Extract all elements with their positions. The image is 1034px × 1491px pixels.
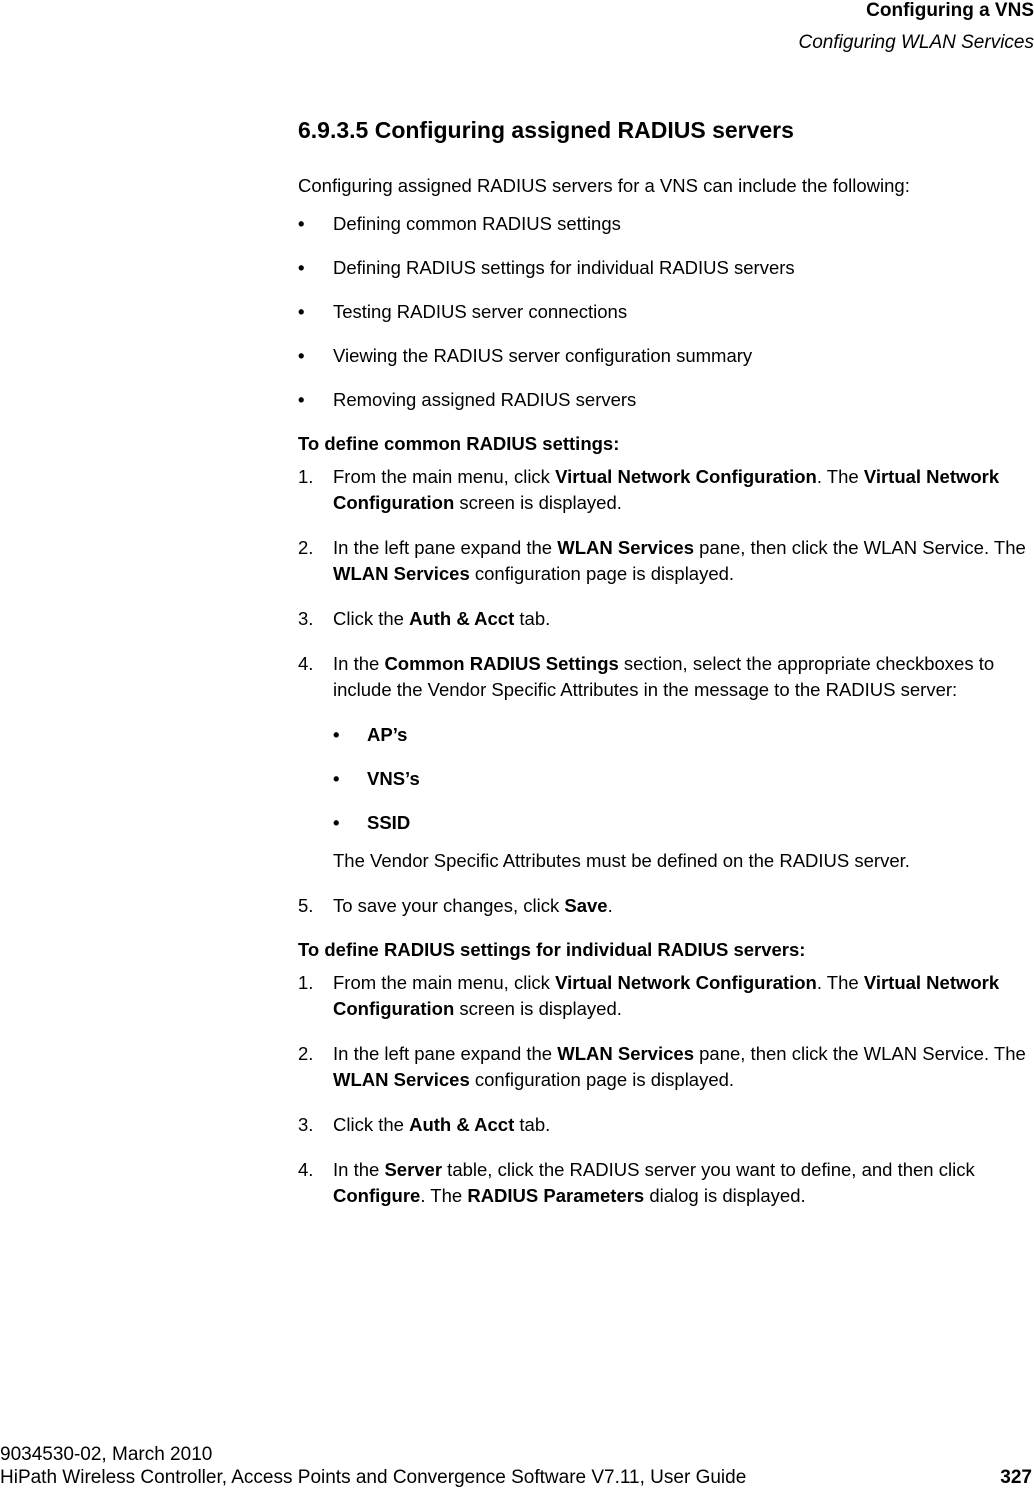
running-header (799, 0, 1034, 54)
attribute-item-aps: • AP’s (333, 722, 1028, 748)
footer-doc-id: 9034530-02, March 2010 (0, 1444, 213, 1465)
step-item: 3. Click the Auth & Acct tab. (298, 606, 1028, 632)
bullet-icon: • (298, 213, 305, 234)
step-item: 5. To save your changes, click Save. (298, 893, 1028, 919)
step-number: 1. (298, 972, 314, 993)
step-number: 5. (298, 895, 314, 916)
step-item: 1. From the main menu, click Virtual Network Configuration. The Virtual Network Configuration screen is displayed. (298, 972, 1000, 1019)
bullet-icon: • (298, 389, 305, 410)
bullet-icon: • (298, 345, 305, 366)
procedure-title-individual: To define RADIUS settings for individual RADIUS servers: (298, 939, 806, 960)
intro-paragraph: Configuring assigned RADIUS servers for a VNS can include the following: (298, 175, 910, 196)
list-item: • Testing RADIUS server connections (298, 301, 628, 322)
attribute-list (333, 722, 1028, 836)
header-section: Configuring WLAN Services (798, 32, 1034, 53)
bullet-icon: • (333, 812, 340, 833)
list-item: • Defining RADIUS settings for individual RADIUS servers (298, 257, 795, 278)
step-number: 3. (298, 608, 314, 629)
step-item: 1. From the main menu, click Virtual Network Configuration. The Virtual Network Configuration screen is displayed. (298, 466, 1000, 513)
page-content (298, 114, 1028, 1228)
bullet-icon: • (298, 301, 305, 322)
step-number: 2. (298, 1043, 314, 1064)
step-item: 2. In the left pane expand the WLAN Services pane, then click the WLAN Service. The WLAN Services configuration page is displayed. (298, 537, 1026, 584)
bullet-icon: • (333, 768, 340, 789)
procedure-steps-common (298, 464, 1028, 919)
step-item: 4. In the Common RADIUS Settings section, select the appropriate checkboxes to include the Vendor Specific Attributes in the message to the RADIUS server: • AP’s • VNS’s • SSID The Vendor Specific Attributes must be defined on the RADIUS server. (298, 651, 1028, 874)
list-item: • Removing assigned RADIUS servers (298, 389, 637, 410)
header-chapter: Configuring a VNS (866, 0, 1034, 21)
list-item: • Defining common RADIUS settings (298, 213, 621, 234)
step-number: 3. (298, 1114, 314, 1135)
step-item: 3. Click the Auth & Acct tab. (298, 1112, 1028, 1138)
step-note: The Vendor Specific Attributes must be defined on the RADIUS server. (333, 850, 910, 871)
section-heading: 6.9.3.5 Configuring assigned RADIUS servers (298, 117, 794, 143)
list-item: • Viewing the RADIUS server configuration summary (298, 345, 753, 366)
page-number: 327 (1000, 1467, 1032, 1488)
procedure-title-common: To define common RADIUS settings: (298, 433, 620, 454)
step-item: 2. In the left pane expand the WLAN Services pane, then click the WLAN Service. The WLAN Services configuration page is displayed. (298, 1043, 1026, 1090)
step-item: 4. In the Server table, click the RADIUS server you want to define, and then click Configure. The RADIUS Parameters dialog is displayed. (298, 1159, 975, 1206)
step-number: 2. (298, 537, 314, 558)
bullet-icon: • (298, 257, 305, 278)
attribute-item-vnss: • VNS’s (333, 766, 1028, 792)
step-number: 4. (298, 1159, 314, 1180)
footer-title: HiPath Wireless Controller, Access Points and Convergence Software V7.11, User Guide (0, 1467, 747, 1488)
topic-list (298, 212, 1028, 412)
step-number: 4. (298, 653, 314, 674)
step-number: 1. (298, 466, 314, 487)
attribute-item-ssid: • SSID (333, 810, 1028, 836)
procedure-steps-individual (298, 970, 1028, 1209)
bullet-icon: • (333, 724, 340, 745)
